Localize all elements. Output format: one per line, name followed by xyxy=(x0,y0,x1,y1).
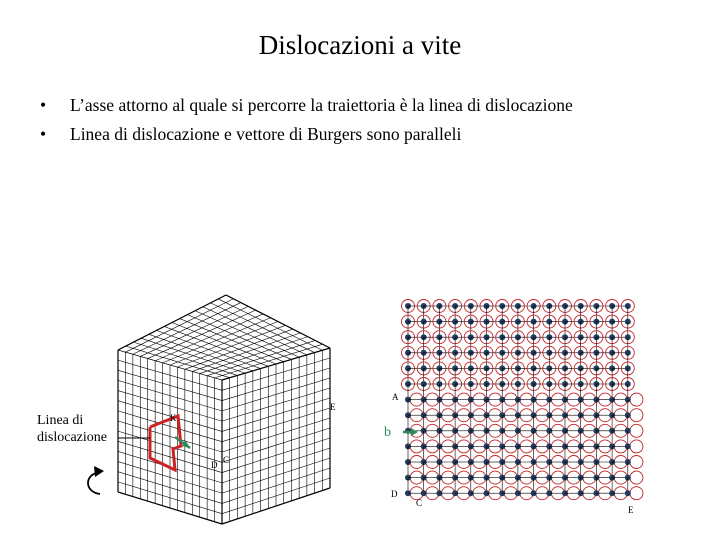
bullet-text: Linea di dislocazione e vettore di Burgers sono paralleli xyxy=(70,124,462,144)
label-D-right: D xyxy=(391,489,398,499)
label-E-right: E xyxy=(628,505,634,515)
label-E-left: E xyxy=(330,402,336,412)
slide-title: Dislocazioni a vite xyxy=(258,30,462,60)
caption-line-1: Linea di xyxy=(37,413,84,428)
label-D-left: D xyxy=(211,460,218,470)
label-C-right: C xyxy=(416,498,423,508)
burgers-vector-right-arrowhead xyxy=(411,428,418,436)
label-K-left: K xyxy=(170,413,177,423)
bullet-marker: • xyxy=(40,95,47,115)
bullet-text: L’asse attorno al quale si percorre la traiettoria è la linea di dislocazione xyxy=(70,95,573,115)
atom-lattice xyxy=(402,300,643,500)
label-b-right: b xyxy=(384,425,391,440)
label-C-left: C xyxy=(223,455,230,465)
bullet-marker: • xyxy=(40,124,47,144)
caption-line-2: dislocazione xyxy=(37,430,107,445)
label-A-right: A xyxy=(392,392,399,402)
